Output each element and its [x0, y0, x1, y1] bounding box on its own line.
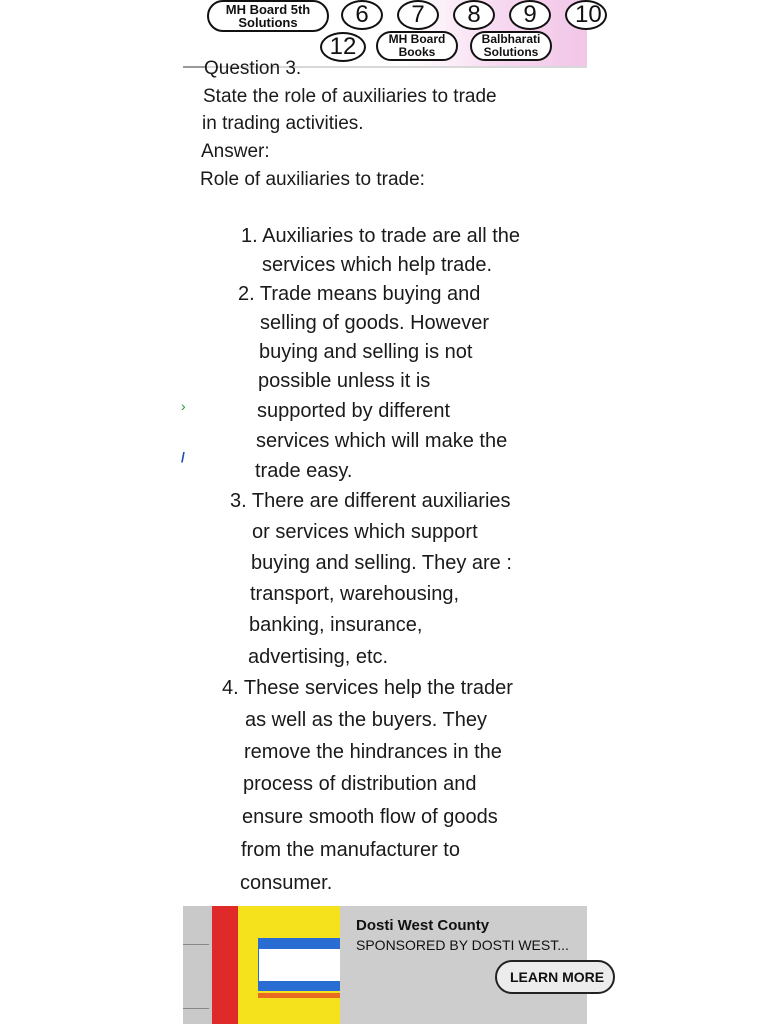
- point-2-line-3: buying and selling is not: [259, 341, 473, 363]
- point-4-line-2: as well as the buyers. They: [245, 709, 487, 731]
- top-nav-bar: [183, 0, 602, 66]
- point-2-line-1: 2. Trade means buying and: [238, 283, 481, 305]
- ad-burst-graphic: [212, 906, 238, 1024]
- nav-standard-12[interactable]: 12: [320, 32, 366, 62]
- point-3-line-6: advertising, etc.: [248, 646, 389, 668]
- ad-left-rule: [183, 944, 209, 945]
- point-4-line-5: ensure smooth flow of goods: [242, 806, 498, 828]
- point-4-line-1: 4. These services help the trader: [222, 677, 513, 699]
- nav-mh-board-5th-solutions[interactable]: MH Board 5th Solutions: [207, 0, 329, 32]
- point-3-line-1: 3. There are different auxiliaries: [230, 490, 511, 512]
- point-4-line-7: consumer.: [240, 872, 333, 894]
- point-4-line-6: from the manufacturer to: [241, 839, 460, 861]
- nav-balbharati-solutions[interactable]: Balbharati Solutions: [470, 31, 552, 61]
- point-3-line-4: transport, warehousing,: [250, 583, 460, 605]
- nav-standard-10[interactable]: 10: [565, 0, 607, 30]
- ad-sponsor-text: SPONSORED BY DOSTI WEST...: [356, 937, 569, 953]
- left-edge-mark-blue: /: [181, 449, 185, 465]
- sponsored-ad[interactable]: [183, 906, 605, 1024]
- point-2-line-4: possible unless it is: [258, 370, 431, 392]
- ad-title[interactable]: Dosti West County: [356, 917, 490, 934]
- point-4-line-4: process of distribution and: [243, 773, 477, 795]
- nav-standard-8[interactable]: 8: [453, 0, 495, 30]
- point-4-line-3: remove the hindrances in the: [244, 741, 502, 763]
- point-2-line-6: services which will make the: [256, 430, 508, 452]
- question-text-line-1: State the role of auxiliaries to trade: [203, 86, 497, 107]
- question-text-line-2: in trading activities.: [202, 113, 364, 134]
- ad-left-rule-2: [183, 1008, 209, 1009]
- question-heading: Question 3.: [204, 58, 302, 79]
- nav-divider-mark: [183, 66, 205, 68]
- point-1-line-1: 1. Auxiliaries to trade are all the: [241, 225, 521, 247]
- nav-standard-6[interactable]: 6: [341, 0, 383, 30]
- answer-label: Answer:: [201, 141, 270, 162]
- nav-standard-9[interactable]: 9: [509, 0, 551, 30]
- point-3-line-3: buying and selling. They are :: [251, 552, 512, 574]
- point-2-line-2: selling of goods. However: [260, 312, 490, 334]
- nav-mh-board-books[interactable]: MH Board Books: [376, 31, 458, 61]
- answer-intro: Role of auxiliaries to trade:: [200, 169, 425, 190]
- point-3-line-5: banking, insurance,: [249, 614, 423, 636]
- point-1-line-2: services which help trade.: [262, 254, 493, 276]
- nav-standard-7[interactable]: 7: [397, 0, 439, 30]
- ad-learn-more-button[interactable]: LEARN MORE: [495, 960, 615, 994]
- point-2-line-7: trade easy.: [255, 460, 353, 482]
- point-3-line-2: or services which support: [252, 521, 478, 543]
- point-2-line-5: supported by different: [257, 400, 451, 422]
- left-edge-mark-green: ›: [181, 398, 186, 414]
